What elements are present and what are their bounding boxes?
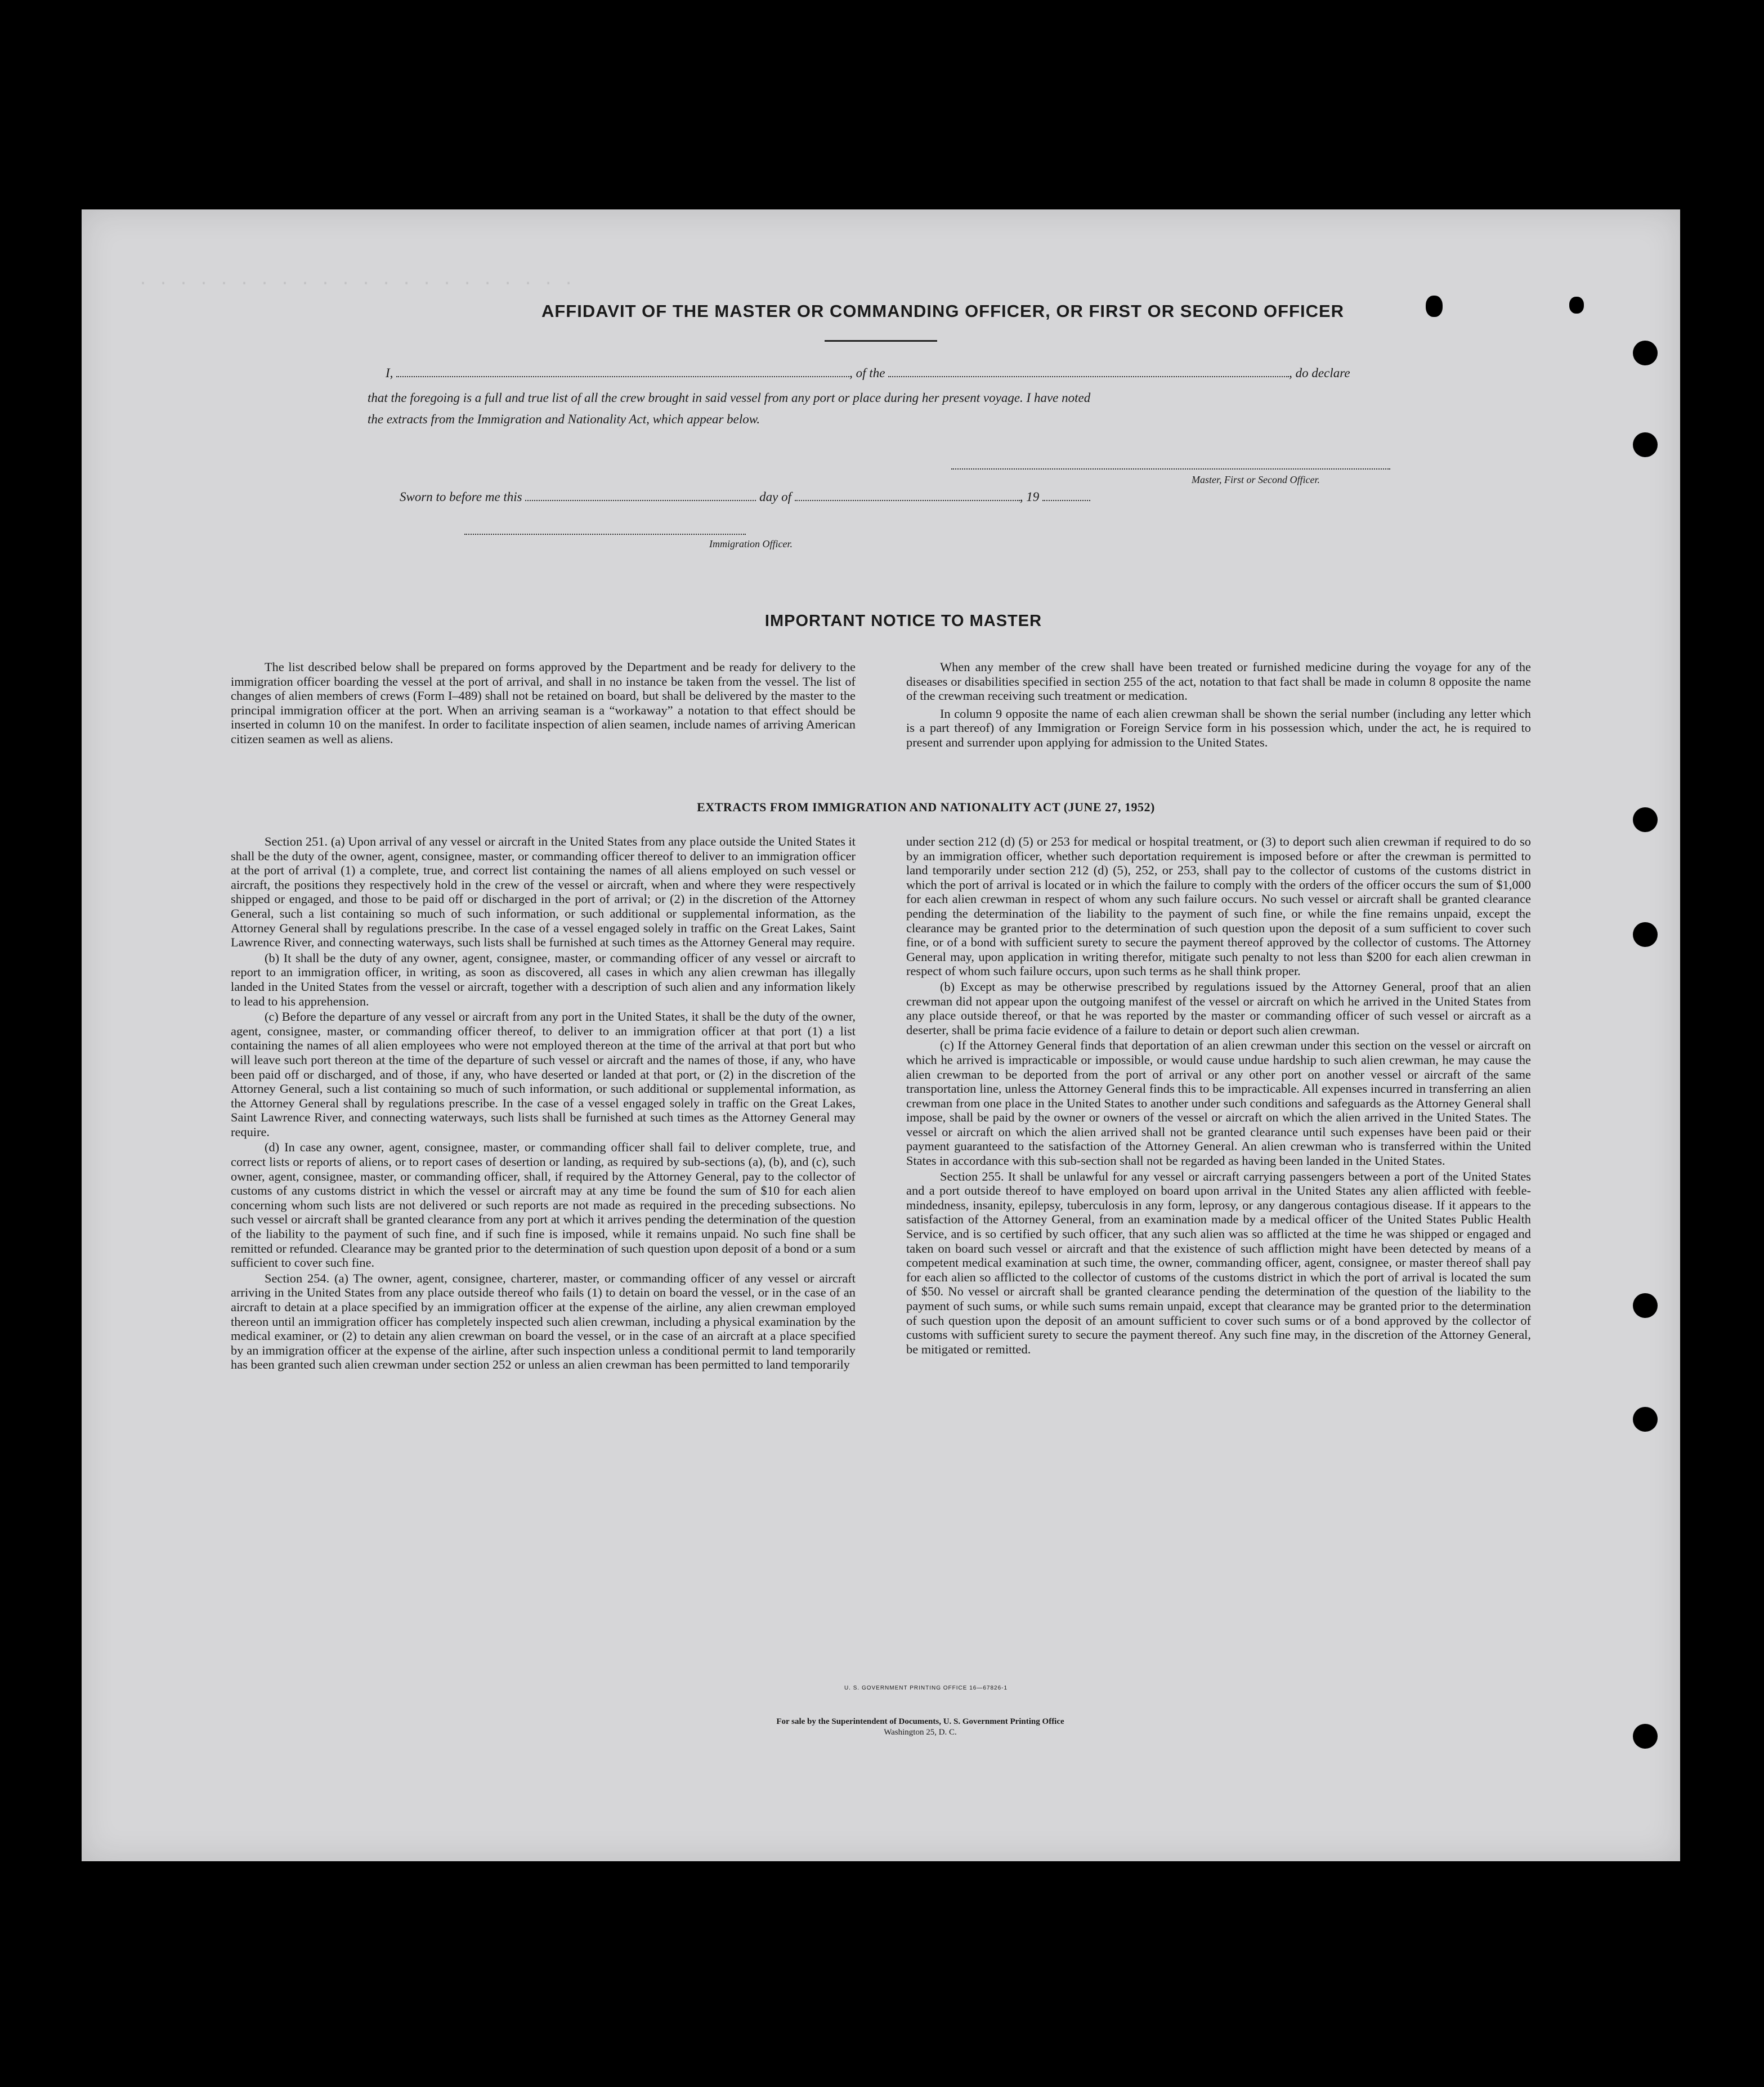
section-paragraph: (d) In case any owner, agent, consignee, master, or commanding officer shall fail to deliver complete, true, and correct lists or reports of aliens, or to report cases of desertion or landing, as required by sub-sections (a), (b), and (c), such owner, agent, consignee, master, or commanding officer, shall, if required by the Attorney General, pay to the collector of customs of any customs district in which the vessel or aircraft may at any time be found the sum of $10 for each alien concerning whom such lists are not delivered or such reports are not made as required in the preceding subsections. No such vessel or aircraft shall be granted clearance from any port at which it arrives pending the determination of the question of the liability to the payment of such fine, and if such fine is imposed, while it remains unpaid. No such fine shall be remitted or refunded. Clearance may be granted prior to the determination of such question upon deposit of a bond or a sum sufficient to cover such fine. [231, 1140, 856, 1270]
punch-hole-2 [1633, 432, 1658, 457]
section-paragraph: Section 254. (a) The owner, agent, consignee, charterer, master, or commanding officer of any vessel or aircraft arriving in the United States from any place outside thereof who fails (1) to detain on board the vessel, or in the case of an aircraft to detain at a place specified by an immigration officer at the expense of the airline, any alien crewman employed thereon until an immigration officer has completely inspected such alien crewman, including a physical examination by the medical examiner, or (2) to detain any alien crewman on board the vessel, or in the case of an aircraft at a place specified by an immigration officer at the expense of the airline, after such inspection unless a conditional permit to land temporarily has been granted such alien crewman under section 252 or unless an alien crewman has been permitted to land temporarily [231, 1271, 856, 1372]
sworn-line: Sworn to before me this day of , 19 [400, 490, 1090, 504]
title-rule [825, 340, 937, 342]
punch-hole-5 [1633, 1293, 1658, 1318]
vessel-field[interactable] [888, 366, 1289, 377]
name-field[interactable] [396, 366, 849, 377]
sworn-day-field[interactable] [525, 490, 756, 501]
for-sale-notice [82, 1717, 1680, 1738]
master-signature-line[interactable] [951, 468, 1390, 470]
section-paragraph: (c) If the Attorney General finds that deportation of an alien crewman under this section on the vessel or aircraft on which he arrived is impracticable or impossible, or would cause undue hardship to such alien crewman, he may cause the alien crewman to be deported from the port of arrival or any other port on another vessel or aircraft of the same transportation line, unless the Attorney General finds this to be impracticable. All expenses incurred in transferring an alien crewman from one place in the United States to another under such conditions and safeguards as the Attorney General shall impose, shall be paid by the owner or owners of the vessel or aircraft on which the alien arrived in the United States. The vessel or aircraft on which the alien arrived shall not be granted clearance until such expenses have been paid or their payment guaranteed to the satisfaction of the Attorney General. An alien crewman who is transferred within the United States in accordance with this sub-section shall not be regarded as having been landed in the United States. [906, 1038, 1531, 1168]
punch-hole-1 [1633, 341, 1658, 365]
extracts-title: EXTRACTS FROM IMMIGRATION AND NATIONALITY ACT (JUNE 27, 1952) [697, 800, 1155, 814]
form-page: · · · · · · · · · · · · · · · · · · · · · · AFFIDAVIT OF THE MASTER OR COMMANDING OFFICER, OR FIRST OR SECOND OFFICER I, , of the , do declare that the foregoing is a full and true list of all the crew brought in said vessel from any port or place during her present voyage. I have noted the extracts from the Immigration and Nationality Act, which appear below. Master, First or Second Officer. Sworn to before me this day of , 19 Immigration Officer. IMPORTANT NOTICE TO MASTER The list described below shall be prepared on forms approved by the Department and be ready for delivery to the immigration officer boarding the vessel at the port of arrival, and shall in no instance be taken from the vessel. The list of changes of alien members of crews (Form I–489) shall not be retained on board, but shall be delivered by the master to the principal immigration officer at the port. When an arriving seaman is a “workaway” a notation to that effect should be inserted in column 10 on the manifest. In order to facilitate inspection of alien seamen, include names of arriving American citizen seamen as well as aliens. When any member of the crew shall have been treated or furnished medicine during the voyage for any of the diseases or disabilities specified in section 255 of the act, notation to that fact shall be made in column 8 opposite the name of the crewman receiving such treatment or medication. In column 9 opposite the name of each alien crewman shall be shown the serial number (including any letter which is a part thereof) of any Immigration or Foreign Service form in his possession which, under the act, he is required to present and surrender upon applying for admission to the United States. EXTRACTS FROM IMMIGRATION AND NATIONALITY ACT (JUNE 27, 1952) Section 251. (a) Upon arrival of any vessel or aircraft in the United States from any place outside the United States it shall be the duty of the owner, agent, consignee, master, or commanding officer thereof to deliver to an immigration officer at the port of arrival (1) a complete, true, and correct list containing the names of all aliens employed on such vessel or aircraft, the positions they respectively hold in the crew of the vessel or aircraft, when and where they were respectively shipped or engaged, and those to be paid off or discharged in the port of arrival; or (2) in the discretion of the Attorney General, such a list containing so much of such information, or such additional or supplemental information, as the Attorney General shall by regulations prescribe. In the case of a vessel engaged solely in traffic on the Great Lakes, Saint Lawrence River, and connecting waterways, such lists shall be furnished at such times as the Attorney General may require. (b) It shall be the duty of any owner, agent, consignee, master, or commanding officer of any vessel or aircraft to report to an immigration officer, in writing, as soon as discovered, all cases in which any alien crewman has illegally landed in the United States from the vessel or aircraft, together with a description of such alien and any information likely to lead to his apprehension. (c) Before the departure of any vessel or aircraft from any port in the United States, it shall be the duty of the owner, agent, consignee, master, or commanding officer thereof, to deliver to an immigration officer at that port (1) a list containing the names of all alien employees who were not employed thereon at the time of the arrival at that port but who will leave such port thereon at the time of the departure of such vessel or aircraft and the names of those, if any, who have been paid off or discharged, and of those, if any, who have deserted or landed at that port, or (2) in the discretion of the Attorney General, such a list containing so much of such information, or such additional or supplemental information, as the Attorney General shall by regulations prescribe. In the case of a vessel engaged solely in traffic on the Great Lakes, Saint Lawrence River, and connecting waterways, such lists shall be furnished at such times as the Attorney General may require. (d) In case any owner, agent, consignee, master, or commanding officer shall fail to deliver complete, true, and correct lists or reports of aliens, or to report cases of desertion or landing, as required by sub-sections (a), (b), and (c), such owner, agent, consignee, master, or commanding officer, shall, if required by the Attorney General, pay to the collector of customs of any customs district in which the vessel or aircraft may at any time be found the sum of $10 for each alien concerning whom such lists are not delivered or such reports are not made as required in the preceding subsections. No such vessel or aircraft shall be granted clearance from any port at which it arrives pending the determination of the question of the liability to the payment of such fine, and if such fine is imposed, while it remains unpaid. No such fine shall be remitted or refunded. Clearance may be granted prior to the determination of such question upon deposit of a bond or a sum sufficient to cover such fine. Section 254. (a) The owner, agent, consignee, charterer, master, or commanding officer of any vessel or aircraft arriving in the United States from any place outside thereof who fails (1) to detain on board the vessel, or in the case of an aircraft to detain at a place specified by an immigration officer at the expense of the airline, any alien crewman employed thereon until an immigration officer has completely inspected such alien crewman, including a physical examination by the medical examiner, or (2) to detain any alien crewman on board the vessel, or in the case of an aircraft at a place specified by an immigration officer at the expense of the airline, after such inspection unless a conditional permit to land temporarily has been granted such alien crewman under section 252 or unless an alien crewman has been permitted to land temporarily under section 212 (d) (5) or 253 for medical or hospital treatment, or (3) to deport such alien crewman if required to do so by an immigration officer, whether such deportation requirement is imposed before or after the crewman is permitted to land temporarily under section 212 (d) (5), 252, or 253, shall pay to the collector of customs of the customs district in which the port of arrival is located or in which the failure to comply with the orders of the officer occurs the sum of $1,000 for each alien crewman in respect of whom any such failure occurs. No such vessel or aircraft shall be granted clearance pending the determination of the liability to the payment of such fine, or while the fine remains unpaid, except the clearance may be granted prior to the determination of such question upon the deposit of a sum sufficient to cover such fine, or of a bond with sufficient surety to secure the payment thereof approved by the collector of customs. The Attorney General may, upon application in writing therefor, mitigate such penalty to not less than $200 for each alien crewman in respect of whom such failure occurs, upon such terms as he shall think proper. (b) Except as may be otherwise prescribed by regulations issued by the Attorney General, proof that an alien crewman did not appear upon the outgoing manifest of the vessel or aircraft on which he arrived in the United States from any place outside thereof, or that he was reported by the master or commanding officer of such vessel or aircraft as a deserter, shall be prima facie evidence of a failure to detain or deport such alien crewman. (c) If the Attorney General finds that deportation of an alien crewman under this section on the vessel or aircraft on which he arrived is impracticable or impossible, or would cause undue hardship to such alien crewman, he may cause the alien crewman to be deported from the port of arrival or any other port on another vessel or aircraft of the same transportation line, unless the Attorney General finds this to be impracticable. All expenses incurred in transferring an alien crewman from one place in the United States to another under such conditions and safeguards as the Attorney General shall impose, shall be paid by the owner or owners of the vessel or aircraft on which the alien arrived in the United States. The vessel or aircraft on which the alien arrived shall not be granted clearance until such expenses have been paid or their payment guaranteed to the satisfaction of the Attorney General. An alien crewman who is transferred within the United States in accordance with this sub-section shall not be regarded as having been landed in the United States. Section 255. It shall be unlawful for any vessel or aircraft carrying passengers between a port of the United States and a port outside thereof to have employed on board upon arrival in the United States any alien afflicted with feeble-mindedness, insanity, epilepsy, tuberculosis in any form, leprosy, or any dangerous contagious disease. If it appears to the satisfaction of the Attorney General, from an examination made by a medical officer of the United States Public Health Service, and is so certified by such officer, that any such alien was so afflicted at the time he was shipped or engaged and taken on board such vessel or aircraft and that the existence of such affliction might have been detected by means of a competent medical examination at such time, the owner, commanding officer, agent, consignee, or master thereof shall pay for each alien so afflicted to the collector of customs of the customs district in which the port of arrival is located the sum of $50. No vessel or aircraft shall be granted clearance pending the determination of the question of the liability to the payment of such sums, or while such sums remain unpaid, except that clearance may be granted prior to the determination of such question upon the deposit of an amount sufficient to cover such sums or of a bond approved by the collector of customs with sufficient surety to secure the payment thereof. Any such fine may, in the discretion of the Attorney General, be mitigated or remitted. U. S. GOVERNMENT PRINTING OFFICE 16—67826-1 For sale by the Superintendent of Documents, U. S. Government Printing Office Washington 25, D. C. [82, 209, 1680, 1861]
section-paragraph: under section 212 (d) (5) or 253 for medical or hospital treatment, or (3) to deport such alien crewman if required to do so by an immigration officer, whether such deportation requirement is imposed before or after the crewman is permitted to land temporarily under section 212 (d) (5), 252, or 253, shall pay to the collector of customs of the customs district in which the port of arrival is located or in which the failure to comply with the orders of the officer occurs the sum of $1,000 for each alien crewman in respect of whom any such failure occurs. No such vessel or aircraft shall be granted clearance pending the determination of the liability to the payment of such fine, or while the fine remains unpaid, except the clearance may be granted prior to the determination of such question upon the deposit of a sum sufficient to cover such fine, or of a bond with sufficient surety to secure the payment thereof approved by the collector of customs. The Attorney General may, upon application in writing therefor, mitigate such penalty to not less than $200 for each alien crewman in respect of whom such failure occurs, upon such terms as he shall think proper. [906, 834, 1531, 978]
notice-paragraph: The list described below shall be prepared on forms approved by the Department and be ready for delivery to the immigration officer boarding the vessel at the port of arrival, and shall in no instance be taken from the vessel. The list of changes of alien members of crews (Form I–489) shall not be retained on board, but shall be delivered by the master to the principal immigration officer at the port. When an arriving seaman is a “workaway” a notation to that effect should be inserted in column 10 on the manifest. In order to facilitate inspection of alien seamen, include names of arriving American citizen seamen as well as aliens. [231, 660, 856, 746]
section-paragraph: Section 255. It shall be unlawful for any vessel or aircraft carrying passengers between a port of the United States and a port outside thereof to have employed on board upon arrival in the United States any alien afflicted with feeble-mindedness, insanity, epilepsy, tuberculosis in any form, leprosy, or any dangerous contagious disease. If it appears to the satisfaction of the Attorney General, from an examination made by a medical officer of the United States Public Health Service, and is so certified by such officer, that any such alien was so afflicted at the time he was shipped or engaged and taken on board such vessel or aircraft and that the existence of such affliction might have been detected by means of a competent medical examination at such time, the owner, commanding officer, agent, consignee, or master thereof shall pay for each alien so afflicted to the collector of customs of the customs district in which the port of arrival is located the sum of $50. No vessel or aircraft shall be granted clearance pending the determination of the question of the liability to the payment of such sums, or while such sums remain unpaid, except that clearance may be granted prior to the determination of such question upon the deposit of an amount sufficient to cover such sums or of a bond approved by the collector of customs with sufficient surety to secure the payment thereof. Any such fine may, in the discretion of the Attorney General, be mitigated or remitted. [906, 1169, 1531, 1356]
punch-hole-4 [1633, 922, 1658, 947]
declaration-line: I, , of the , do declare [386, 366, 1350, 380]
officer-signature-line[interactable] [464, 534, 746, 535]
notice-paragraph: In column 9 opposite the name of each alien crewman shall be shown the serial number (including any letter which is a part thereof) of any Immigration or Foreign Service form in his possession which, under the act, he is required to present and surrender upon applying for admission to the United States. [906, 706, 1531, 749]
section-paragraph: Section 251. (a) Upon arrival of any vessel or aircraft in the United States from any place outside the United States it shall be the duty of the owner, agent, consignee, master, or commanding officer thereof to deliver to an immigration officer at the port of arrival (1) a complete, true, and correct list containing the names of all aliens employed on such vessel or aircraft, the positions they respectively hold in the crew of the vessel or aircraft, when and where they were respectively shipped or engaged, and those to be paid off or discharged in the port of arrival; or (2) in the discretion of the Attorney General, such a list containing so much of such information, or such additional or supplemental information, as the Attorney General shall by regulations prescribe. In the case of a vessel engaged solely in traffic on the Great Lakes, Saint Lawrence River, and connecting waterways, such lists shall be furnished at such times as the Attorney General may require. [231, 834, 856, 950]
affidavit-title: AFFIDAVIT OF THE MASTER OR COMMANDING OFFICER, OR FIRST OR SECOND OFFICER [541, 301, 1345, 321]
section-paragraph: (b) Except as may be otherwise prescribed by regulations issued by the Attorney General, proof that an alien crewman did not appear upon the outgoing manifest of the vessel or aircraft on which he arrived in the United States from any place outside thereof, or that he was reported by the master or commanding officer of such vessel or aircraft as a deserter, shall be prima facie evidence of a failure to detain or deport such alien crewman. [906, 979, 1531, 1037]
section-paragraph: (b) It shall be the duty of any owner, agent, consignee, master, or commanding officer of any vessel or aircraft to report to an immigration officer, in writing, as soon as discovered, all cases in which any alien crewman has illegally landed in the United States from the vessel or aircraft, together with a description of such alien and any information likely to lead to his apprehension. [231, 950, 856, 1008]
master-caption: Master, First or Second Officer. [1192, 474, 1320, 485]
for-sale-line: For sale by the Superintendent of Documents, U. S. Government Printing Office [776, 1717, 1064, 1726]
officer-caption: Immigration Officer. [709, 538, 793, 549]
gpo-imprint: U. S. GOVERNMENT PRINTING OFFICE 16—67826-1 [844, 1685, 1008, 1691]
punch-hole-6 [1633, 1407, 1658, 1432]
extracts-left [231, 834, 856, 1372]
sworn-year-field[interactable] [1042, 490, 1090, 501]
address-line: Washington 25, D. C. [884, 1728, 957, 1737]
section-paragraph: (c) Before the departure of any vessel or aircraft from any port in the United States, it shall be the duty of the owner, agent, consignee, master, or commanding officer thereof, to deliver to an immigration officer at that port (1) a list containing the names of all alien employees who were not employed thereon at the time of the arrival at that port but who will leave such port thereon at the time of the departure of such vessel or aircraft and the names of those, if any, who have been paid off or discharged, and of those, if any, who have deserted or landed at that port, or (2) in the discretion of the Attorney General, such a list containing so much of such information, or such additional or supplemental information, as the Attorney General shall by regulations prescribe. In the case of a vessel engaged solely in traffic on the Great Lakes, Saint Lawrence River, and connecting waterways, such lists shall be furnished at such times as the Attorney General may require. [231, 1009, 856, 1139]
declaration-text-2: the extracts from the Immigration and Nationality Act, which appear below. [368, 412, 760, 426]
notice-paragraph: When any member of the crew shall have been treated or furnished medicine during the voyage for any of the diseases or disabilities specified in section 255 of the act, notation to that fact shall be made in column 8 opposite the name of the crewman receiving such treatment or medication. [906, 660, 1531, 703]
notice-left [231, 660, 856, 747]
notice-title: IMPORTANT NOTICE TO MASTER [764, 612, 1042, 630]
sworn-month-field[interactable] [795, 490, 1020, 501]
extracts-right [906, 834, 1531, 1356]
declaration-text: that the foregoing is a full and true list of all the crew brought in said vessel from any port or place during her present voyage. I have noted [368, 391, 1091, 405]
notice-right [906, 660, 1531, 750]
